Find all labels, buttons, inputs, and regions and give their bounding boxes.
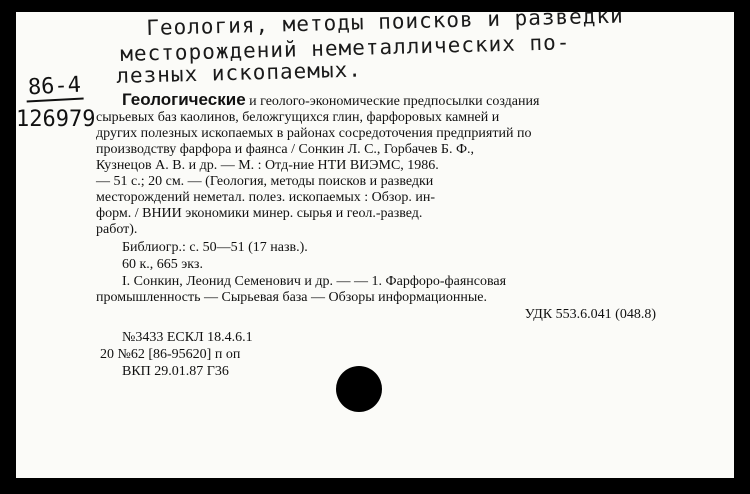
footer-line-1: №3433 ЕСКЛ 18.4.6.1 bbox=[122, 330, 253, 345]
call-number-top: 86-4 bbox=[25, 73, 83, 103]
entry-line-1-rest: и геолого-экономические предпосылки создания bbox=[249, 94, 540, 109]
handwritten-line-3: лезных ископаемых. bbox=[116, 57, 363, 88]
tracing-line-1: I. Сонкин, Леонид Семенович и др. — — 1. Фарфоро-фаянсовая bbox=[122, 274, 507, 289]
tracing-line-2: промышленность — Сырьевая база — Обзоры информационные. bbox=[96, 290, 488, 305]
handwritten-line-1: Геология, методы поисков и разведки bbox=[146, 3, 624, 40]
handwritten-line-2: месторождений неметаллических по- bbox=[120, 30, 571, 66]
entry-line-5: Кузнецов А. В. и др. — М. : Отд-ние НТИ ВИЭМС, 1986. bbox=[96, 158, 439, 173]
udk-code: УДК 553.6.041 (048.8) bbox=[524, 307, 656, 322]
call-number-bottom: 126979 bbox=[16, 107, 96, 132]
entry-line-9: работ). bbox=[96, 222, 138, 237]
catalog-card bbox=[16, 3, 734, 478]
bibliography-note: Библиогр.: с. 50—51 (17 назв.). bbox=[122, 240, 308, 255]
entry-line-2: сырьевых баз каолинов, беложгущихся глин, фарфоровых камней и bbox=[96, 110, 500, 125]
entry-line-6: — 51 с.; 20 см. — (Геология, методы поисков и разведки bbox=[96, 174, 434, 189]
entry-line-3: других полезных ископаемых в районах сосредоточения предприятий по bbox=[96, 126, 532, 141]
footer-line-3: ВКП 29.01.87 Г36 bbox=[122, 364, 229, 379]
entry-line-8: форм. / ВНИИ экономики минер. сырья и геол.-развед. bbox=[96, 206, 423, 221]
footer-line-2: 20 №62 [86-95620] п оп bbox=[100, 347, 241, 362]
punch-hole bbox=[336, 366, 382, 412]
entry-line-7: месторождений неметал. полез. ископаемых : Обзор. ин- bbox=[96, 190, 436, 205]
entry-line-4: производству фарфора и фаянса / Сонкин Л. С., Горбачев Б. Ф., bbox=[96, 142, 475, 157]
entry-line-1 bbox=[122, 92, 539, 110]
copies-note: 60 к., 665 экз. bbox=[122, 257, 203, 272]
entry-title-word: Геологические bbox=[122, 90, 246, 109]
